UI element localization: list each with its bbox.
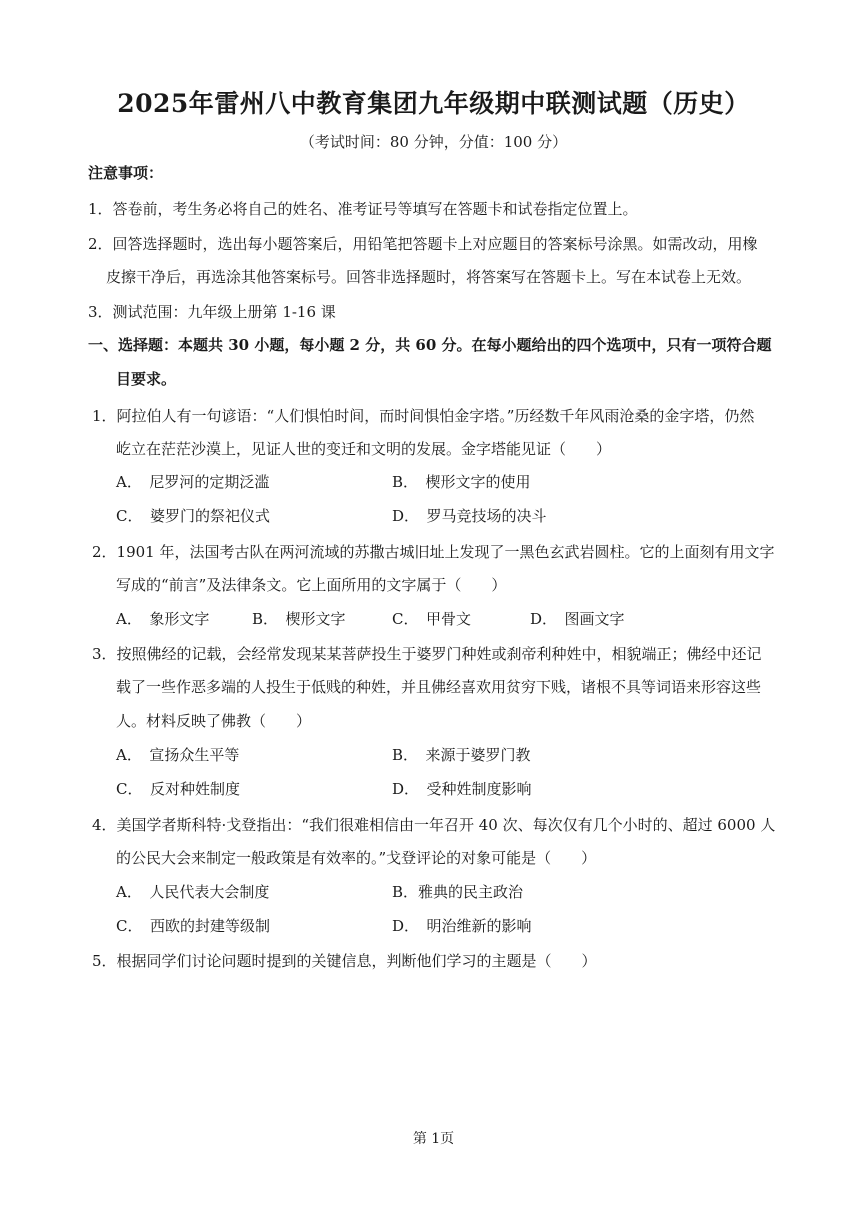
question-1-option-b: B． 楔形文字的使用	[392, 473, 531, 491]
question-2-option-d: D． 图画文字	[530, 610, 625, 628]
question-2-line-1: 2．1901 年，法国考古队在两河流域的苏撒古城旧址上发现了一黑色玄武岩圆柱。它的上面刻有用文字	[92, 543, 775, 561]
question-3-line-1: 3．按照佛经的记载，会经常发现某某菩萨投生于婆罗门种姓或刹帝利种姓中，相貌端正；佛经中还记	[92, 645, 762, 663]
question-3-option-b: B． 来源于婆罗门教	[392, 746, 531, 764]
question-3-line-2: 载了一些作恶多端的人投生于低贱的种姓，并且佛经喜欢用贫穷下贱，诸根不具等词语来形容这些	[116, 678, 762, 696]
question-4-option-d: D． 明治维新的影响	[392, 917, 532, 935]
page-title: 2025年雷州八中教育集团九年级期中联测试题（历史）	[117, 89, 750, 118]
notice-item-1: 1．答卷前，考生务必将自己的姓名、准考证号等填写在答题卡和试卷指定位置上。	[88, 200, 638, 218]
section-heading: 一、选择题：本题共 30 小题，每小题 2 分，共 60 分。在每小题给出的四个选项中，只有一项符合题	[88, 336, 772, 354]
question-2-option-a: A． 象形文字	[116, 610, 210, 628]
exam-info: （考试时间：80 分钟，分值：100 分）	[299, 133, 568, 151]
question-1-line-2: 屹立在茫茫沙漠上，见证人世的变迁和文明的发展。金字塔能见证（ ）	[116, 440, 612, 458]
notice-item-2: 2．回答选择题时，选出每小题答案后，用铅笔把答题卡上对应题目的答案标号涂黑。如需改动，用橡	[88, 235, 758, 253]
question-4-option-a: A． 人民代表大会制度	[116, 883, 270, 901]
question-3-option-a: A． 宣扬众生平等	[116, 746, 240, 764]
question-4-option-c: C． 西欧的封建等级制	[116, 917, 270, 935]
notice-item-3: 3．测试范围：九年级上册第 1-16 课	[88, 303, 336, 321]
question-1-line-1: 1．阿拉伯人有一句谚语：“人们惧怕时间，而时间惧怕金字塔。”历经数千年风雨沧桑的金字塔，仍然	[92, 407, 755, 425]
question-3-option-c: C． 反对种姓制度	[116, 780, 240, 798]
question-1-option-c: C． 婆罗门的祭祀仪式	[116, 507, 270, 525]
notice-heading: 注意事项：	[88, 164, 164, 182]
question-2-option-b: B． 楔形文字	[252, 610, 346, 628]
question-2-option-c: C． 甲骨文	[392, 610, 471, 628]
notice-item-2-cont: 皮擦干净后，再选涂其他答案标号。回答非选择题时，将答案写在答题卡上。写在本试卷上无效。	[106, 268, 752, 286]
question-4-option-b: B．雅典的民主政治	[392, 883, 524, 901]
question-2-line-2: 写成的“前言”及法律条文。它上面所用的文字属于（ ）	[116, 576, 507, 594]
question-3-line-3: 人。材料反映了佛教（ ）	[116, 712, 312, 730]
question-4-line-1: 4．美国学者斯科特·戈登指出：“我们很难相信由一年召开 40 次、每次仅有几个小时的、超过 6000 人	[92, 816, 776, 834]
question-1-option-a: A． 尼罗河的定期泛滥	[116, 473, 270, 491]
page-number: 第 1页	[412, 1131, 455, 1147]
question-1-option-d: D． 罗马竞技场的决斗	[392, 507, 547, 525]
section-heading-cont: 目要求。	[116, 370, 177, 388]
question-3-option-d: D． 受种姓制度影响	[392, 780, 532, 798]
question-5-line-1: 5．根据同学们讨论问题时提到的关键信息，判断他们学习的主题是（ ）	[92, 952, 597, 970]
question-4-line-2: 的公民大会来制定一般政策是有效率的。”戈登评论的对象可能是（ ）	[116, 849, 597, 867]
